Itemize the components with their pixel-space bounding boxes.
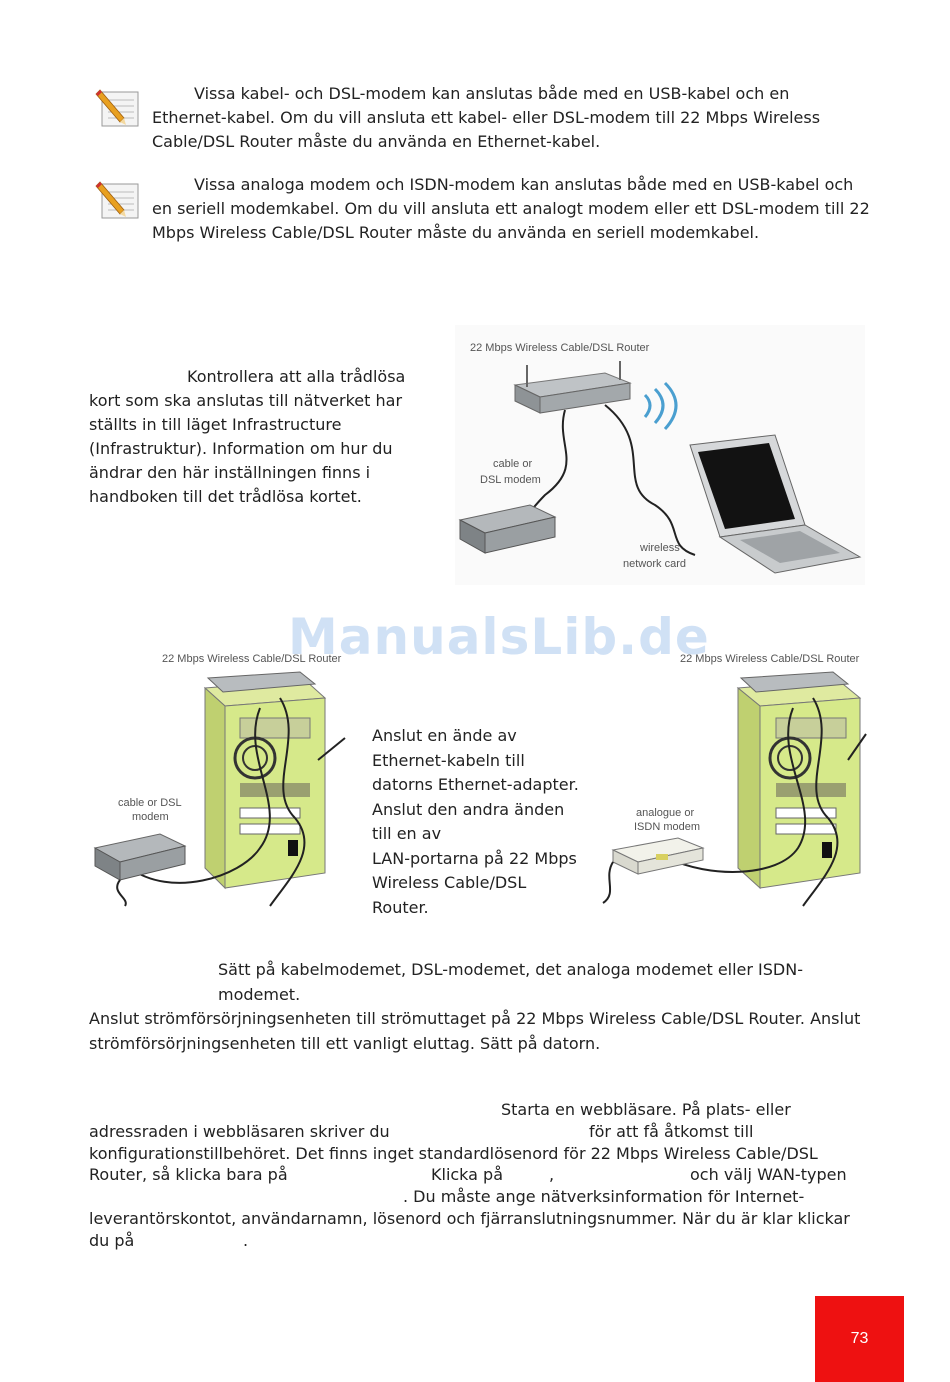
ethernet-line-1: Anslut en ände av [372, 726, 517, 745]
figure-modem-label-1: analogue or [636, 807, 695, 819]
figure-router-label: 22 Mbps Wireless Cable/DSL Router [470, 342, 650, 354]
figure-card-label-1: wireless [640, 542, 680, 554]
wireless-line-2: kort som ska anslutas till nätverket har [89, 391, 403, 410]
power-instructions [89, 958, 879, 1056]
browser-line-2b: för att få åtkomst till [589, 1121, 754, 1141]
wireless-line-6: handboken till det trådlösa kortet. [89, 487, 362, 506]
browser-line-5: . Du måste ange nätverksinformation för Internet- [403, 1187, 805, 1207]
wireless-line-3: ställts in till läget Infrastructure [89, 415, 342, 434]
browser-line-2a: adressraden i webbläsaren skriver du [89, 1121, 390, 1141]
watermark: ManualsLib.de [288, 608, 710, 666]
browser-line-3: konfigurationstillbehöret. Det finns inget standardlösenord för 22 Mbps Wireless Cable/DSL [89, 1143, 818, 1163]
figure-router-label: 22 Mbps Wireless Cable/DSL Router [162, 653, 342, 665]
note-2-line-2: en seriell modemkabel. Om du vill ansluta ett analogt modem eller ett DSL-modem till 22 [152, 199, 870, 218]
wireless-setup-figure [455, 325, 865, 585]
ethernet-line-4: Anslut den andra änden [372, 799, 565, 819]
note-1-line-3: Cable/DSL Router måste du använda en Ethernet-kabel. [152, 132, 601, 151]
note-pencil-icon [94, 180, 142, 222]
note-1-line-2: Ethernet-kabel. Om du vill ansluta ett kabel- eller DSL-modem till 22 Mbps Wireless [152, 108, 821, 127]
wireless-line-4: (Infrastruktur). Information om hur du [89, 439, 393, 458]
note-2-text [152, 173, 882, 245]
browser-line-7b: . [243, 1230, 249, 1250]
browser-instructions [89, 1099, 879, 1252]
ethernet-line-3: datorns Ethernet-adapter. [372, 775, 579, 794]
ethernet-line-5: till en av [372, 824, 442, 843]
power-line-1: Sätt på kabelmodemet, DSL-modemet, det analoga modemet eller ISDN-modemet. [218, 960, 803, 1004]
note-2-line-3: Mbps Wireless Cable/DSL Router måste du använda en seriell modemkabel. [152, 223, 760, 242]
browser-line-6: leverantörskontot, användarnamn, lösenord och fjärranslutningsnummer. När du är klar klickar [89, 1208, 850, 1228]
figure-modem-label-2: ISDN modem [634, 821, 701, 833]
note-1-text [152, 82, 872, 154]
power-line-2: Anslut strömförsörjningsenheten till strömuttaget på 22 Mbps Wireless Cable/DSL Router. Anslut [89, 1009, 861, 1028]
ethernet-line-7: Wireless Cable/DSL [372, 873, 527, 892]
note-2-line-1: Vissa analoga modem och ISDN-modem kan anslutas både med en USB-kabel och [194, 175, 854, 194]
wireless-line-1: Kontrollera att alla trådlösa [187, 367, 406, 386]
page-number: 73 [850, 1330, 869, 1347]
figure-modem-label-2: DSL modem [480, 474, 541, 486]
note-pencil-icon [94, 88, 142, 130]
page-number-box [815, 1296, 904, 1382]
ethernet-line-2: Ethernet-kabeln till [372, 750, 525, 770]
ethernet-line-8: Router. [372, 897, 429, 917]
serial-modem-figure [598, 648, 868, 910]
figure-modem-label-1: cable or DSL [118, 797, 182, 809]
power-line-3: strömförsörjningsenheten till ett vanligt eluttag. Sätt på datorn. [89, 1033, 601, 1053]
wireless-line-5: ändrar den här inställningen finns i [89, 463, 371, 482]
figure-modem-label-2: modem [132, 811, 169, 823]
browser-line-4c: , [549, 1165, 555, 1185]
browser-line-4d: och välj WAN-typen [690, 1165, 847, 1185]
ethernet-line-6: LAN-portarna på 22 Mbps [372, 848, 577, 868]
figure-router-label: 22 Mbps Wireless Cable/DSL Router [680, 653, 860, 665]
browser-line-4b: Klicka på [431, 1165, 504, 1185]
note-1-line-1: Vissa kabel- och DSL-modem kan anslutas både med en USB-kabel och en [194, 84, 790, 103]
figure-card-label-2: network card [623, 558, 686, 570]
browser-line-4a: Router, så klicka bara på [89, 1165, 288, 1185]
browser-line-1: Starta en webbläsare. På plats- eller [501, 1100, 791, 1119]
wireless-instructions [89, 365, 419, 509]
browser-line-7a: du på [89, 1230, 135, 1250]
figure-modem-label-1: cable or [493, 458, 533, 470]
ethernet-modem-figure [90, 648, 360, 910]
ethernet-instructions [372, 724, 592, 920]
